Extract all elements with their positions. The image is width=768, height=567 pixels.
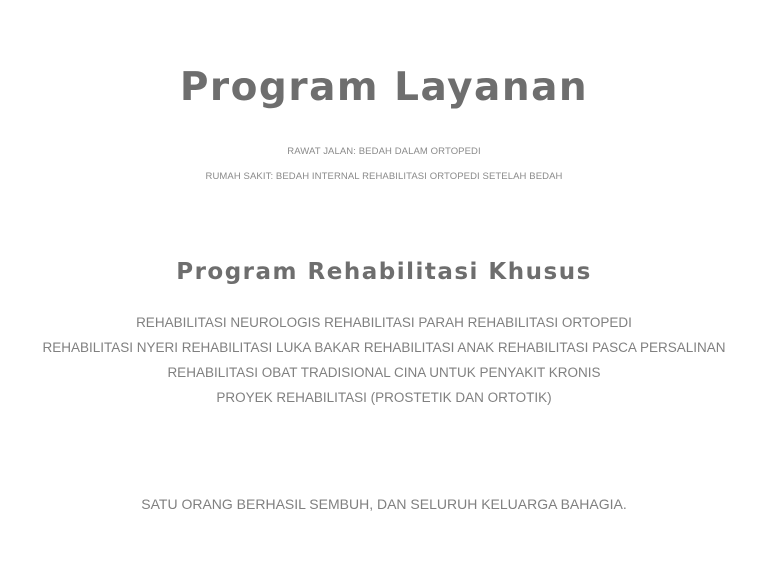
outpatient-line: RAWAT JALAN: BEDAH DALAM ORTOPEDI xyxy=(287,146,481,157)
rehab-line: REHABILITASI OBAT TRADISIONAL CINA UNTUK PENYAKIT KRONIS xyxy=(167,365,601,380)
special-rehab-title: Program Rehabilitasi Khusus xyxy=(176,259,592,285)
rehab-line: REHABILITASI NYERI REHABILITASI LUKA BAKAR REHABILITASI ANAK REHABILITASI PASCA PERSALINAN xyxy=(42,340,726,355)
rehab-line: PROYEK REHABILITASI (PROSTETIK DAN ORTOTIK) xyxy=(216,390,552,405)
hospital-line: RUMAH SAKIT: BEDAH INTERNAL REHABILITASI ORTOPEDI SETELAH BEDAH xyxy=(205,171,563,182)
footer-tagline: SATU ORANG BERHASIL SEMBUH, DAN SELURUH KELUARGA BAHAGIA. xyxy=(141,496,627,512)
rehab-line: REHABILITASI NEUROLOGIS REHABILITASI PARAH REHABILITASI ORTOPEDI xyxy=(136,315,632,330)
service-program-title: Program Layanan xyxy=(179,65,589,110)
